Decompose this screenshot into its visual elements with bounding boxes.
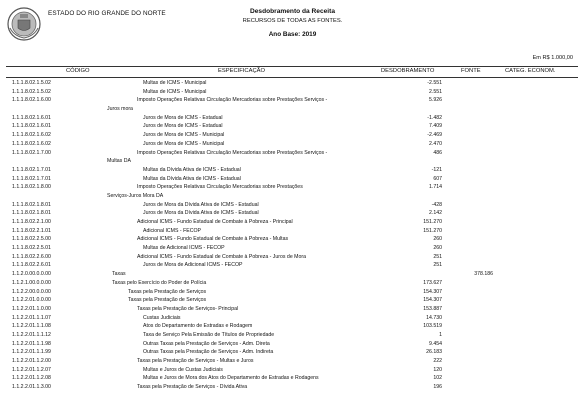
report-subtitle: RECURSOS DE TODAS AS FONTES.	[242, 18, 343, 24]
table-row	[0, 96, 585, 105]
row-desdobramento: -2.469	[427, 132, 442, 139]
row-specification: Adicional ICMS - Fundo Estadual de Combate à Pobreza - Juros de Mora	[137, 253, 306, 260]
row-code: 1.1.2.2.01.1.1.12	[12, 331, 51, 338]
row-specification: Juros de Mora de Adicional ICMS - FECOP	[143, 262, 243, 269]
col-codigo: CÓDIGO	[66, 68, 90, 74]
table-row	[0, 322, 585, 331]
row-code: 1.1.2.2.01.1.0.00	[12, 305, 51, 312]
row-code: 1.1.1.8.02.1.6.02	[12, 140, 51, 147]
table-header	[0, 67, 585, 77]
table-row	[0, 166, 585, 175]
row-code: 1.1.2.2.01.0.0.00	[12, 297, 51, 304]
row-desdobramento: -428	[431, 201, 442, 208]
row-desdobramento: 102	[433, 375, 442, 382]
col-fonte: FONTE	[461, 68, 481, 74]
row-specification: Serviços-Juros Mora DA	[107, 192, 164, 199]
row-code: 1.1.1.8.02.1.7.01	[12, 175, 51, 182]
row-desdobramento: 5.926	[429, 97, 442, 104]
table-row	[0, 331, 585, 340]
row-code: 1.1.1.8.02.2.1.01	[12, 227, 51, 234]
unit-note: Em R$ 1.000,00	[532, 55, 573, 61]
row-code: 1.1.1.8.02.2.1.00	[12, 219, 51, 225]
row-desdobramento: 2.470	[429, 140, 442, 147]
table-row	[0, 79, 585, 88]
table-row	[0, 374, 585, 383]
row-specification: Imposto Operações Relativas Circulação Mercadorias sobre Prestações Serviços -	[137, 149, 328, 156]
table-row	[0, 105, 585, 114]
table-row	[0, 140, 585, 149]
row-desdobramento: 222	[433, 358, 442, 364]
row-desdobramento: -121	[431, 166, 442, 173]
row-desdobramento: 2.551	[429, 88, 442, 95]
row-code: 1.1.2.2.01.1.1.98	[12, 340, 51, 347]
row-code: 1.1.2.2.01.1.2.07	[12, 366, 51, 373]
table-row	[0, 201, 585, 210]
table-row	[0, 235, 585, 244]
row-code: 1.1.1.8.02.1.8.01	[12, 210, 51, 217]
row-code: 1.1.1.8.02.1.7.01	[12, 166, 51, 173]
row-specification: Atos do Departamento de Estradas e Rodagem	[143, 323, 253, 330]
row-desdobramento: 251	[433, 262, 442, 269]
row-desdobramento: 120	[433, 366, 442, 373]
table-row	[0, 175, 585, 184]
row-desdobramento: 2.142	[429, 210, 442, 217]
row-specification: Adicional ICMS - FECOP	[143, 227, 201, 234]
row-specification: Custas Judiciais	[143, 314, 181, 321]
row-specification: Taxas pelo Exercício do Poder de Polícia	[112, 279, 207, 286]
row-desdobramento: 103.519	[423, 323, 442, 330]
table-row	[0, 305, 585, 314]
state-name: ESTADO DO RIO GRANDE DO NORTE	[48, 10, 166, 17]
row-code: 1.1.1.8.02.2.6.00	[12, 253, 51, 260]
table-row	[0, 114, 585, 123]
table-row	[0, 314, 585, 323]
table-row	[0, 88, 585, 97]
row-code: 1.1.2.2.01.1.2.08	[12, 375, 51, 382]
row-code: 1.1.1.8.02.1.8.01	[12, 201, 51, 208]
row-specification: Multas e Juros de Custas Judiciais	[143, 366, 223, 373]
table-row	[0, 183, 585, 192]
row-code: 1.1.1.8.02.1.5.02	[12, 80, 51, 86]
row-specification: Juros de Mora de ICMS - Estadual	[143, 114, 223, 121]
row-code: 1.1.2.2.01.1.1.08	[12, 323, 51, 330]
table-row	[0, 253, 585, 262]
row-code: 1.1.1.8.02.2.6.01	[12, 262, 51, 269]
table-row	[0, 279, 585, 288]
table-row	[0, 288, 585, 297]
row-code: 1.1.1.8.02.1.7.00	[12, 149, 51, 156]
table-row	[0, 218, 585, 227]
row-desdobramento: 7.409	[429, 123, 442, 130]
row-specification: Multas de ICMS - Municipal	[143, 88, 207, 95]
row-desdobramento: 153.887	[423, 305, 442, 312]
col-desdobramento: DESDOBRAMENTO	[381, 68, 435, 74]
row-code: 1.1.1.8.02.1.6.02	[12, 132, 51, 139]
row-specification: Taxas pela Prestação de Serviços - Dívida Ativa	[137, 384, 248, 391]
base-year: Ano Base: 2019	[268, 31, 317, 38]
header-bottom-rule	[6, 77, 578, 78]
row-specification: Multas de Adicional ICMS - FECOP	[143, 245, 225, 252]
row-specification: Outras Taxas pela Prestação de Serviços - Adm. Indireta	[143, 349, 274, 356]
row-code: 1.1.2.2.01.1.3.00	[12, 384, 51, 391]
table-row	[0, 227, 585, 236]
row-specification: Taxas pela Prestação de Serviços - Multas e Juros	[137, 358, 254, 364]
row-desdobramento: 173.627	[423, 279, 442, 286]
row-specification: Juros de Mora de ICMS - Municipal	[143, 132, 225, 139]
report-title: Desdobramento da Receita	[249, 8, 335, 15]
row-specification: Juros de Mora da Dívida Ativa de ICMS - Estadual	[143, 201, 259, 208]
table-row	[0, 357, 585, 366]
row-desdobramento: 1.714	[429, 184, 442, 191]
row-code: 1.1.1.8.02.2.5.00	[12, 236, 51, 243]
row-desdobramento: -2.551	[427, 80, 442, 86]
row-specification: Multas de ICMS - Municipal	[143, 80, 207, 86]
row-desdobramento: 260	[433, 245, 442, 252]
table-row	[0, 383, 585, 392]
row-specification: Taxas	[112, 271, 126, 278]
row-specification: Outras Taxas pela Prestação de Serviços - Adm. Direta	[143, 340, 270, 347]
row-desdobramento: 196	[433, 384, 442, 391]
row-specification: Juros de Mora de ICMS - Municipal	[143, 140, 225, 147]
table-row	[0, 296, 585, 305]
table-row	[0, 149, 585, 158]
row-desdobramento: 151.270	[423, 227, 442, 234]
row-code: 1.1.2.2.00.0.0.00	[12, 288, 51, 295]
row-code: 1.1.2.1.00.0.0.00	[12, 279, 51, 286]
row-desdobramento: -1.482	[427, 114, 442, 121]
row-code: 1.1.1.8.02.1.6.01	[12, 123, 51, 130]
col-categoria: CATEG. ECONOM.	[505, 68, 556, 74]
row-code: 1.1.1.8.02.1.6.01	[12, 114, 51, 121]
col-especificacao: ESPECIFICAÇÃO	[218, 68, 266, 74]
row-desdobramento: 151.270	[423, 219, 442, 225]
row-specification: Multas da Dívida Ativa de ICMS - Estadual	[143, 175, 241, 182]
row-desdobramento: 26.183	[426, 349, 442, 356]
row-code: 1.1.1.8.02.1.5.02	[12, 88, 51, 95]
row-desdobramento: 14.730	[426, 314, 442, 321]
table-row	[0, 270, 585, 279]
table-body	[0, 79, 585, 392]
row-code: 1.1.1.8.02.1.6.00	[12, 97, 51, 104]
table-row	[0, 340, 585, 349]
row-code: 1.1.1.8.02.2.5.01	[12, 245, 51, 252]
row-specification: Juros de Mora de ICMS - Estadual	[143, 123, 223, 130]
row-specification: Juros de Mora da Dívida Ativa de ICMS - Estadual	[143, 210, 259, 217]
table-row	[0, 366, 585, 375]
table-row	[0, 348, 585, 357]
row-desdobramento: 607	[433, 175, 442, 182]
row-specification: Taxa de Serviço Pela Emissão de Títulos de Propriedade	[143, 331, 275, 338]
row-desdobramento: 1	[439, 331, 442, 338]
row-desdobramento: 486	[433, 149, 442, 156]
row-specification: Imposto Operações Relativas Circulação Mercadorias sobre Prestações	[137, 184, 303, 191]
row-specification: Adicional ICMS - Fundo Estadual de Combate à Pobreza - Multas	[137, 236, 289, 243]
row-desdobramento: 251	[433, 253, 442, 260]
row-desdobramento: 260	[433, 236, 442, 243]
row-specification: Taxas pela Prestação de Serviços	[128, 288, 207, 295]
row-specification: Juros mora	[107, 106, 133, 113]
row-specification: Multas DA	[107, 158, 131, 165]
row-code: 1.1.2.2.01.1.2.00	[12, 358, 51, 364]
table-row	[0, 244, 585, 253]
row-code: 1.1.2.2.01.1.1.07	[12, 314, 51, 321]
table-row	[0, 261, 585, 270]
row-code: 1.1.1.8.02.1.8.00	[12, 184, 51, 191]
table-row	[0, 192, 585, 201]
table-row	[0, 122, 585, 131]
row-code: 1.1.2.2.01.1.1.99	[12, 349, 51, 356]
row-desdobramento: 154.307	[423, 288, 442, 295]
row-desdobramento: 9.454	[429, 340, 442, 347]
table-row	[0, 131, 585, 140]
row-code: 1.1.2.0.00.0.0.00	[12, 271, 51, 278]
row-specification: Multas da Dívida Ativa de ICMS - Estadual	[143, 166, 241, 173]
row-specification: Imposto Operações Relativas Circulação Mercadorias sobre Prestações Serviços -	[137, 97, 328, 104]
row-desdobramento: 154.307	[423, 297, 442, 304]
table-row	[0, 157, 585, 166]
row-specification: Multas e Juros de Mora dos Atos do Departamento de Estradas e Rodagens	[143, 375, 319, 382]
row-specification: Taxas pela Prestação de Serviços	[128, 297, 207, 304]
row-specification: Taxas pela Prestação de Serviços- Principal	[137, 305, 239, 312]
row-specification: Adicional ICMS - Fundo Estadual de Combate à Pobreza - Principal	[137, 219, 293, 225]
table-row	[0, 209, 585, 218]
row-fonte: 378.186	[474, 271, 493, 278]
